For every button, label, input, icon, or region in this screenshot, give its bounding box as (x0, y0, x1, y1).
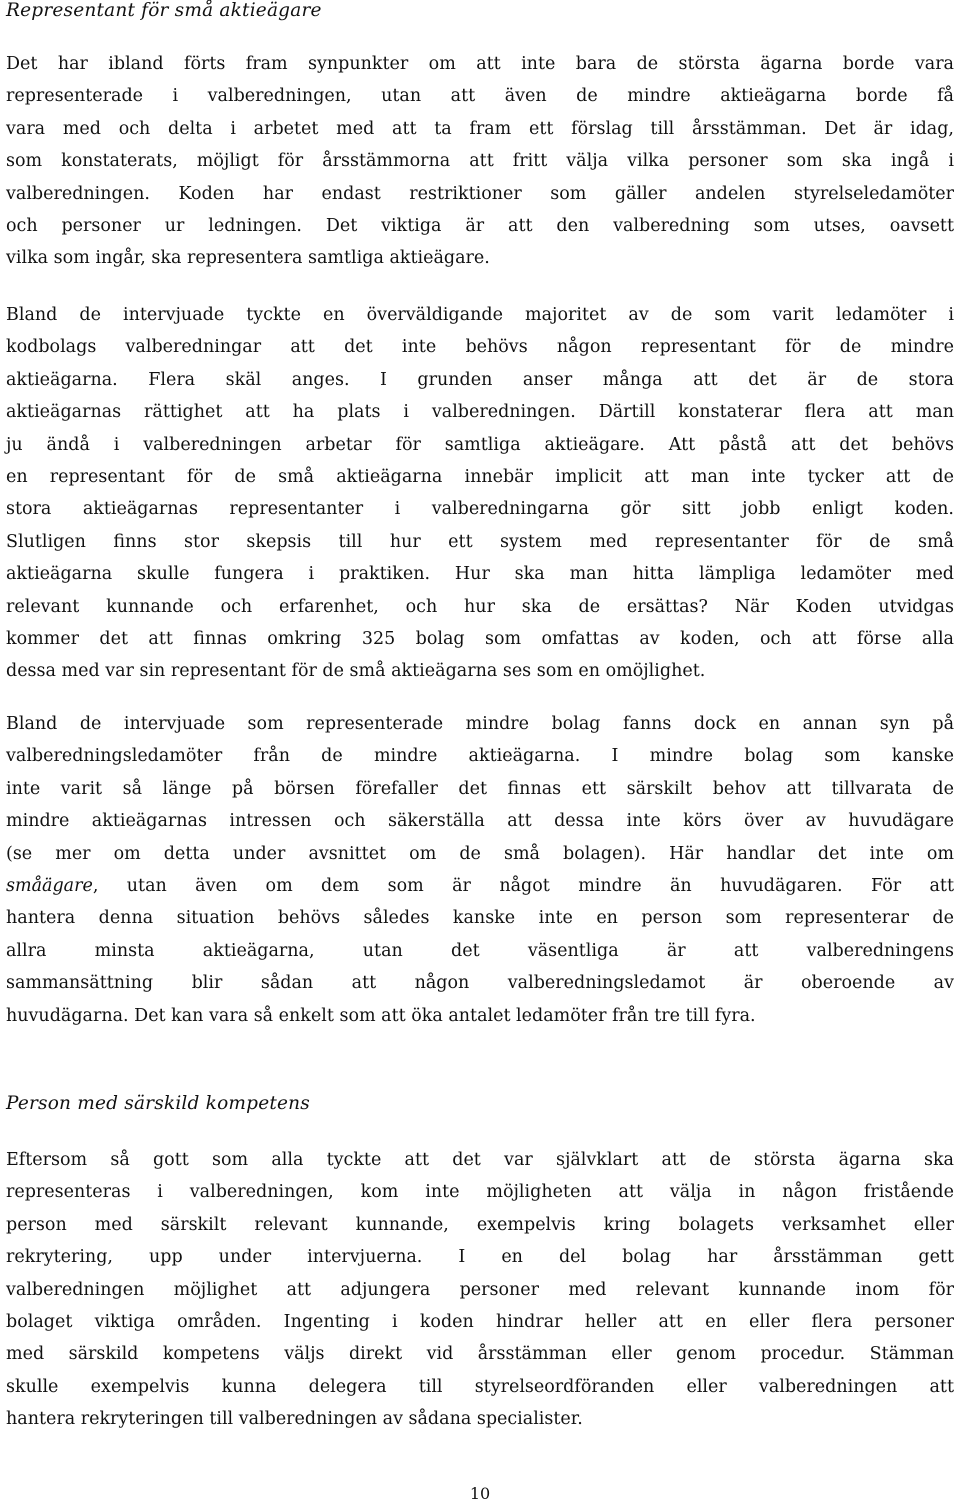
text-line: (se mer om detta under avsnittet om de små bolagen). Här handlar det inte om (6, 843, 954, 864)
text-line: relevant kunnande och erfarenhet, och hur ska de ersättas? När Koden utvidgas (6, 596, 954, 617)
paragraph-2 (6, 299, 954, 688)
section-heading-special-competence: Person med särskild kompetens (6, 1093, 310, 1114)
text-line: kodbolags valberedningar att det inte behövs någon representant för de mindre (6, 337, 954, 358)
italic-term: småägare (6, 875, 93, 896)
text-line: valberedningen möjlighet att adjungera personer med relevant kunnande inom för (6, 1279, 954, 1300)
paragraph-1 (6, 48, 954, 275)
paragraph-4 (6, 1144, 954, 1436)
text-line: och personer ur ledningen. Det viktiga är att den valberedning som utses, oavsett (6, 215, 954, 236)
text-line: person med särskilt relevant kunnande, exempelvis kring bolagets verksamhet eller (6, 1214, 954, 1235)
text-line: dessa med var sin representant för de små aktieägarna ses som en omöjlighet. (6, 661, 706, 682)
text-line: aktieägarna. Flera skäl anges. I grunden anser många att det är de stora (6, 369, 954, 390)
text-line: skulle exempelvis kunna delegera till styrelseordföranden eller valberedningen att (6, 1376, 954, 1397)
text-line: sammansättning blir sådan att någon valberedningsledamot är oberoende av (6, 973, 954, 994)
section-heading-small-shareholders: Representant för små aktieägare (6, 0, 322, 21)
text-line: en representant för de små aktieägarna innebär implicit att man inte tycker att de (6, 466, 954, 487)
text-line: representerade i valberedningen, utan att även de mindre aktieägarna borde få (6, 86, 954, 107)
page-number: 10 (469, 1484, 491, 1503)
text-line: stora aktieägarnas representanter i valberedningarna gör sitt jobb enligt koden. (6, 499, 954, 520)
text-line: hantera rekryteringen till valberedningen av sådana specialister. (6, 1409, 583, 1430)
text-line: vilka som ingår, ska representera samtliga aktieägare. (6, 248, 490, 269)
text-line: rekrytering, upp under intervjuerna. I en del bolag har årsstämman gett (6, 1247, 954, 1268)
text-line: Slutligen finns stor skepsis till hur ett system med representanter för de små (6, 531, 954, 552)
text-line: hantera denna situation behövs således kanske inte en person som representerar de (6, 908, 954, 929)
text-line-with-italic (6, 870, 954, 902)
text-line: ju ändå i valberedningen arbetar för samtliga aktieägare. Att påstå att det behövs (6, 434, 954, 455)
text-line: huvudägarna. Det kan vara så enkelt som att öka antalet ledamöter från tre till fyra. (6, 1005, 756, 1026)
text-line: aktieägarna skulle fungera i praktiken. Hur ska man hitta lämpliga ledamöter med (6, 564, 954, 585)
text-line: allra minsta aktieägarna, utan det väsentliga är att valberedningens (6, 940, 954, 961)
text-line: valberedningsledamöter från de mindre aktieägarna. I mindre bolag som kanske (6, 746, 954, 767)
paragraph-3 (6, 708, 954, 1032)
text-line: Bland de intervjuade som representerade mindre bolag fanns dock en annan syn på (6, 714, 954, 734)
text-line: inte varit så länge på börsen förefaller det finnas ett särskilt behov att tillvarata de (6, 778, 954, 799)
text-line: vara med och delta i arbetet med att ta fram ett förslag till årsstämman. Det är idag, (6, 118, 954, 139)
text-segment: , utan även om dem som är något mindre än huvudägaren. För att (92, 875, 954, 896)
text-line: Det har ibland förts fram synpunkter om att inte bara de största ägarna borde vara (6, 54, 954, 74)
text-line: Eftersom så gott som alla tyckte att det var självklart att de största ägarna ska (6, 1150, 954, 1170)
text-line: representeras i valberedningen, kom inte möjligheten att välja in någon fristående (6, 1182, 954, 1203)
text-line: som konstaterats, möjligt för årsstämmorna att fritt välja vilka personer som ska ingå i (6, 151, 954, 172)
text-line: aktieägarnas rättighet att ha plats i valberedningen. Därtill konstaterar flera att man (6, 402, 954, 423)
text-line: med särskild kompetens väljs direkt vid årsstämman eller genom procedur. Stämman (6, 1344, 954, 1365)
text-line: mindre aktieägarnas intressen och säkerställa att dessa inte körs över av huvudägare (6, 811, 954, 832)
text-line: Bland de intervjuade tyckte en överväldigande majoritet av de som varit ledamöter i (6, 305, 954, 325)
text-line: bolaget viktiga områden. Ingenting i koden hindrar heller att en eller flera personer (6, 1311, 954, 1332)
text-line: valberedningen. Koden har endast restriktioner som gäller andelen styrelseledamöter (6, 183, 954, 204)
text-line: kommer det att finnas omkring 325 bolag som omfattas av koden, och att förse alla (6, 628, 954, 649)
